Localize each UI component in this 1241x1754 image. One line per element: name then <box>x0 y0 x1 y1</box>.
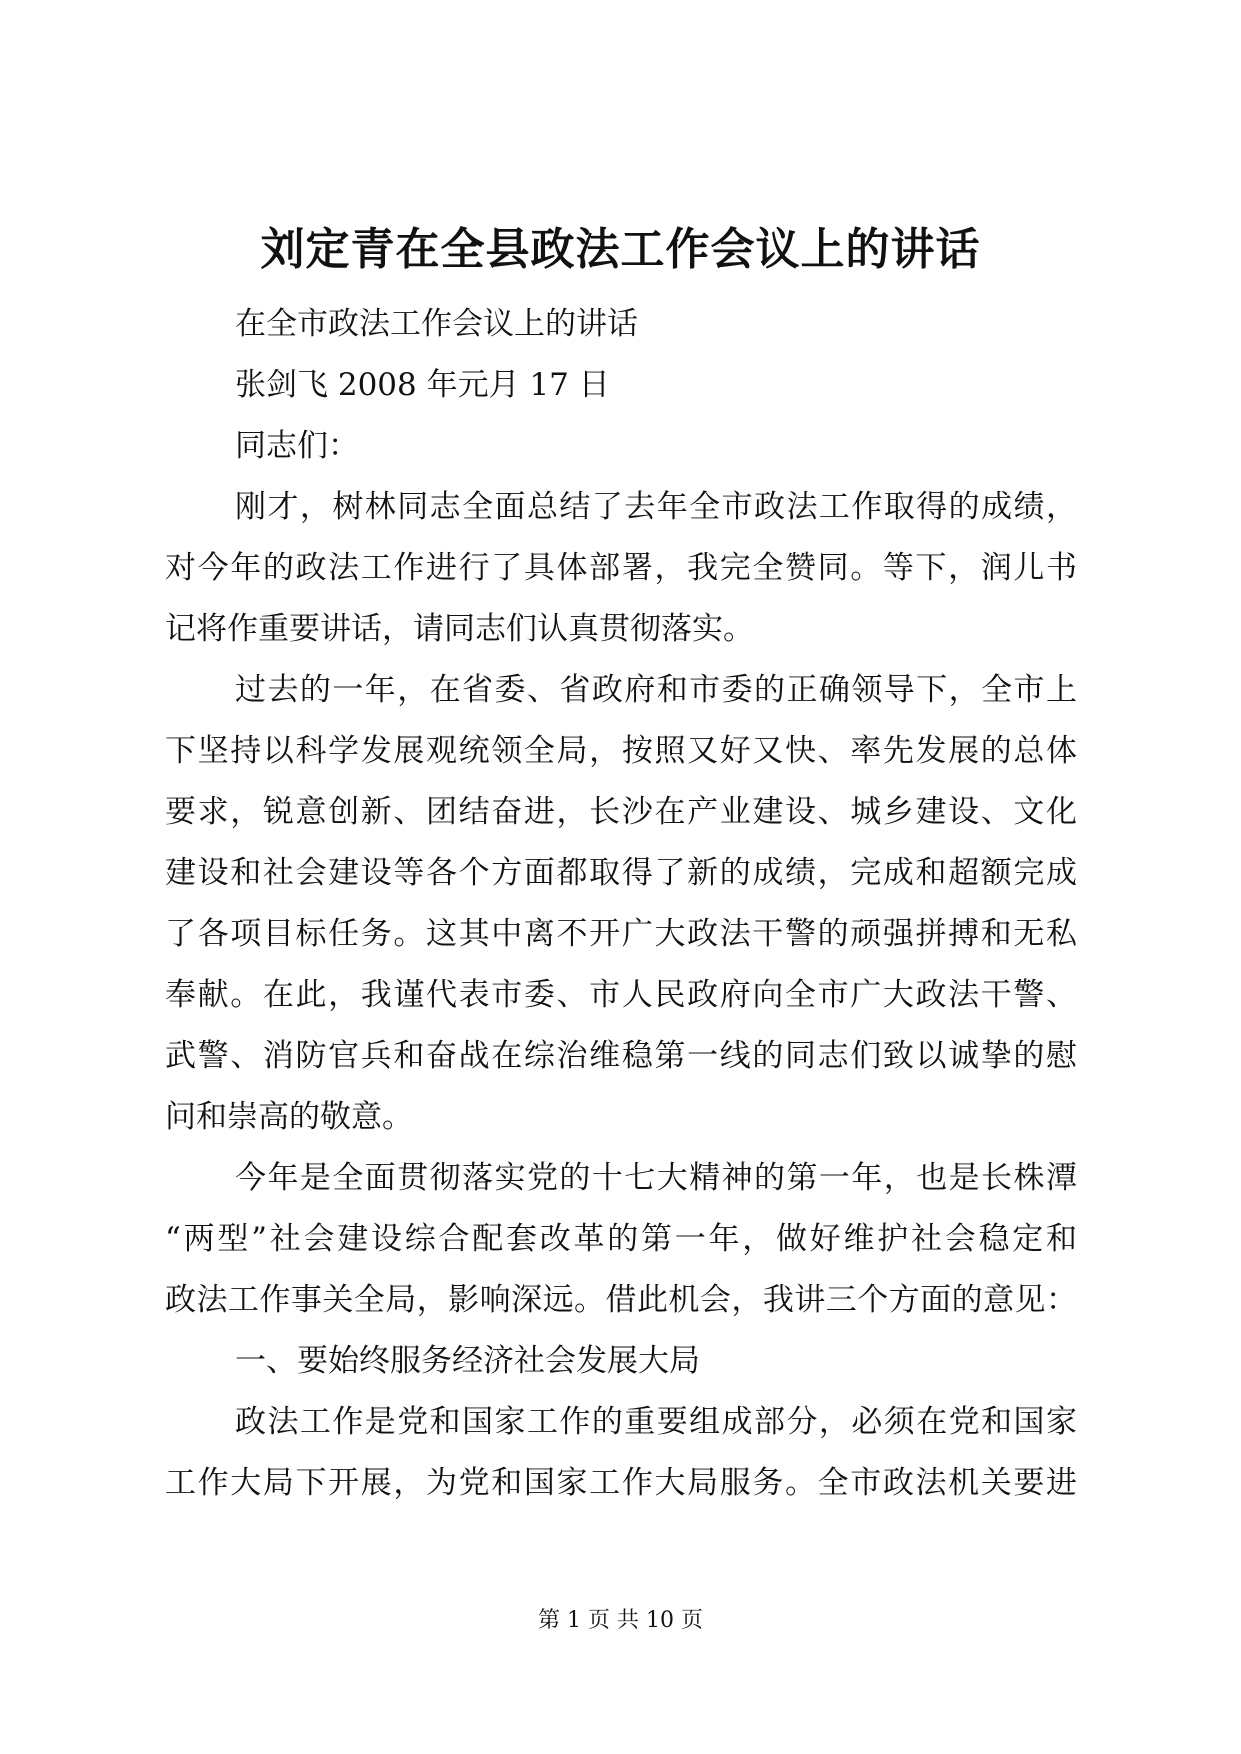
text-line: 对今年的政法工作进行了具体部署，我完全赞同。等下，润儿书 <box>165 550 1077 586</box>
text-line: 政法工作事关全局，影响深远。借此机会，我讲三个方面的意见： <box>165 1282 1077 1318</box>
text-line: 同志们： <box>235 428 359 464</box>
text-line: 刚才，树林同志全面总结了去年全市政法工作取得的成绩， <box>235 489 1077 525</box>
text-line: 建设和社会建设等各个方面都取得了新的成绩，完成和超额完成 <box>165 855 1077 891</box>
text-line: 一、要始终服务经济社会发展大局 <box>235 1343 700 1379</box>
text-line: 工作大局下开展，为党和国家工作大局服务。全市政法机关要进 <box>165 1465 1077 1501</box>
page-footer: 第 1 页 共 10 页 <box>538 1608 703 1633</box>
text-line: 政法工作是党和国家工作的重要组成部分，必须在党和国家 <box>235 1404 1077 1440</box>
text-line: 奉献。在此，我谨代表市委、市人民政府向全市广大政法干警、 <box>165 977 1077 1013</box>
text-line: 武警、消防官兵和奋战在综治维稳第一线的同志们致以诚挚的慰 <box>165 1038 1077 1074</box>
text-line: 今年是全面贯彻落实党的十七大精神的第一年，也是长株潭 <box>235 1160 1077 1196</box>
document-title: 刘定青在全县政法工作会议上的讲话 <box>260 224 981 275</box>
text-line: 在全市政法工作会议上的讲话 <box>235 306 638 342</box>
text-line: 过去的一年，在省委、省政府和市委的正确领导下，全市上 <box>235 672 1077 708</box>
text-line: 了各项目标任务。这其中离不开广大政法干警的顽强拼搏和无私 <box>165 916 1077 952</box>
text-line: 下坚持以科学发展观统领全局，按照又好又快、率先发展的总体 <box>165 733 1077 769</box>
text-line: 问和崇高的敬意。 <box>165 1099 413 1135</box>
text-line: “两型”社会建设综合配套改革的第一年，做好维护社会稳定和 <box>165 1221 1077 1257</box>
document-body <box>165 294 1077 1514</box>
text-line: 要求，锐意创新、团结奋进，长沙在产业建设、城乡建设、文化 <box>165 794 1077 830</box>
text-line: 张剑飞 2008 年元月 17 日 <box>235 367 610 403</box>
text-line: 记将作重要讲话，请同志们认真贯彻落实。 <box>165 611 754 647</box>
